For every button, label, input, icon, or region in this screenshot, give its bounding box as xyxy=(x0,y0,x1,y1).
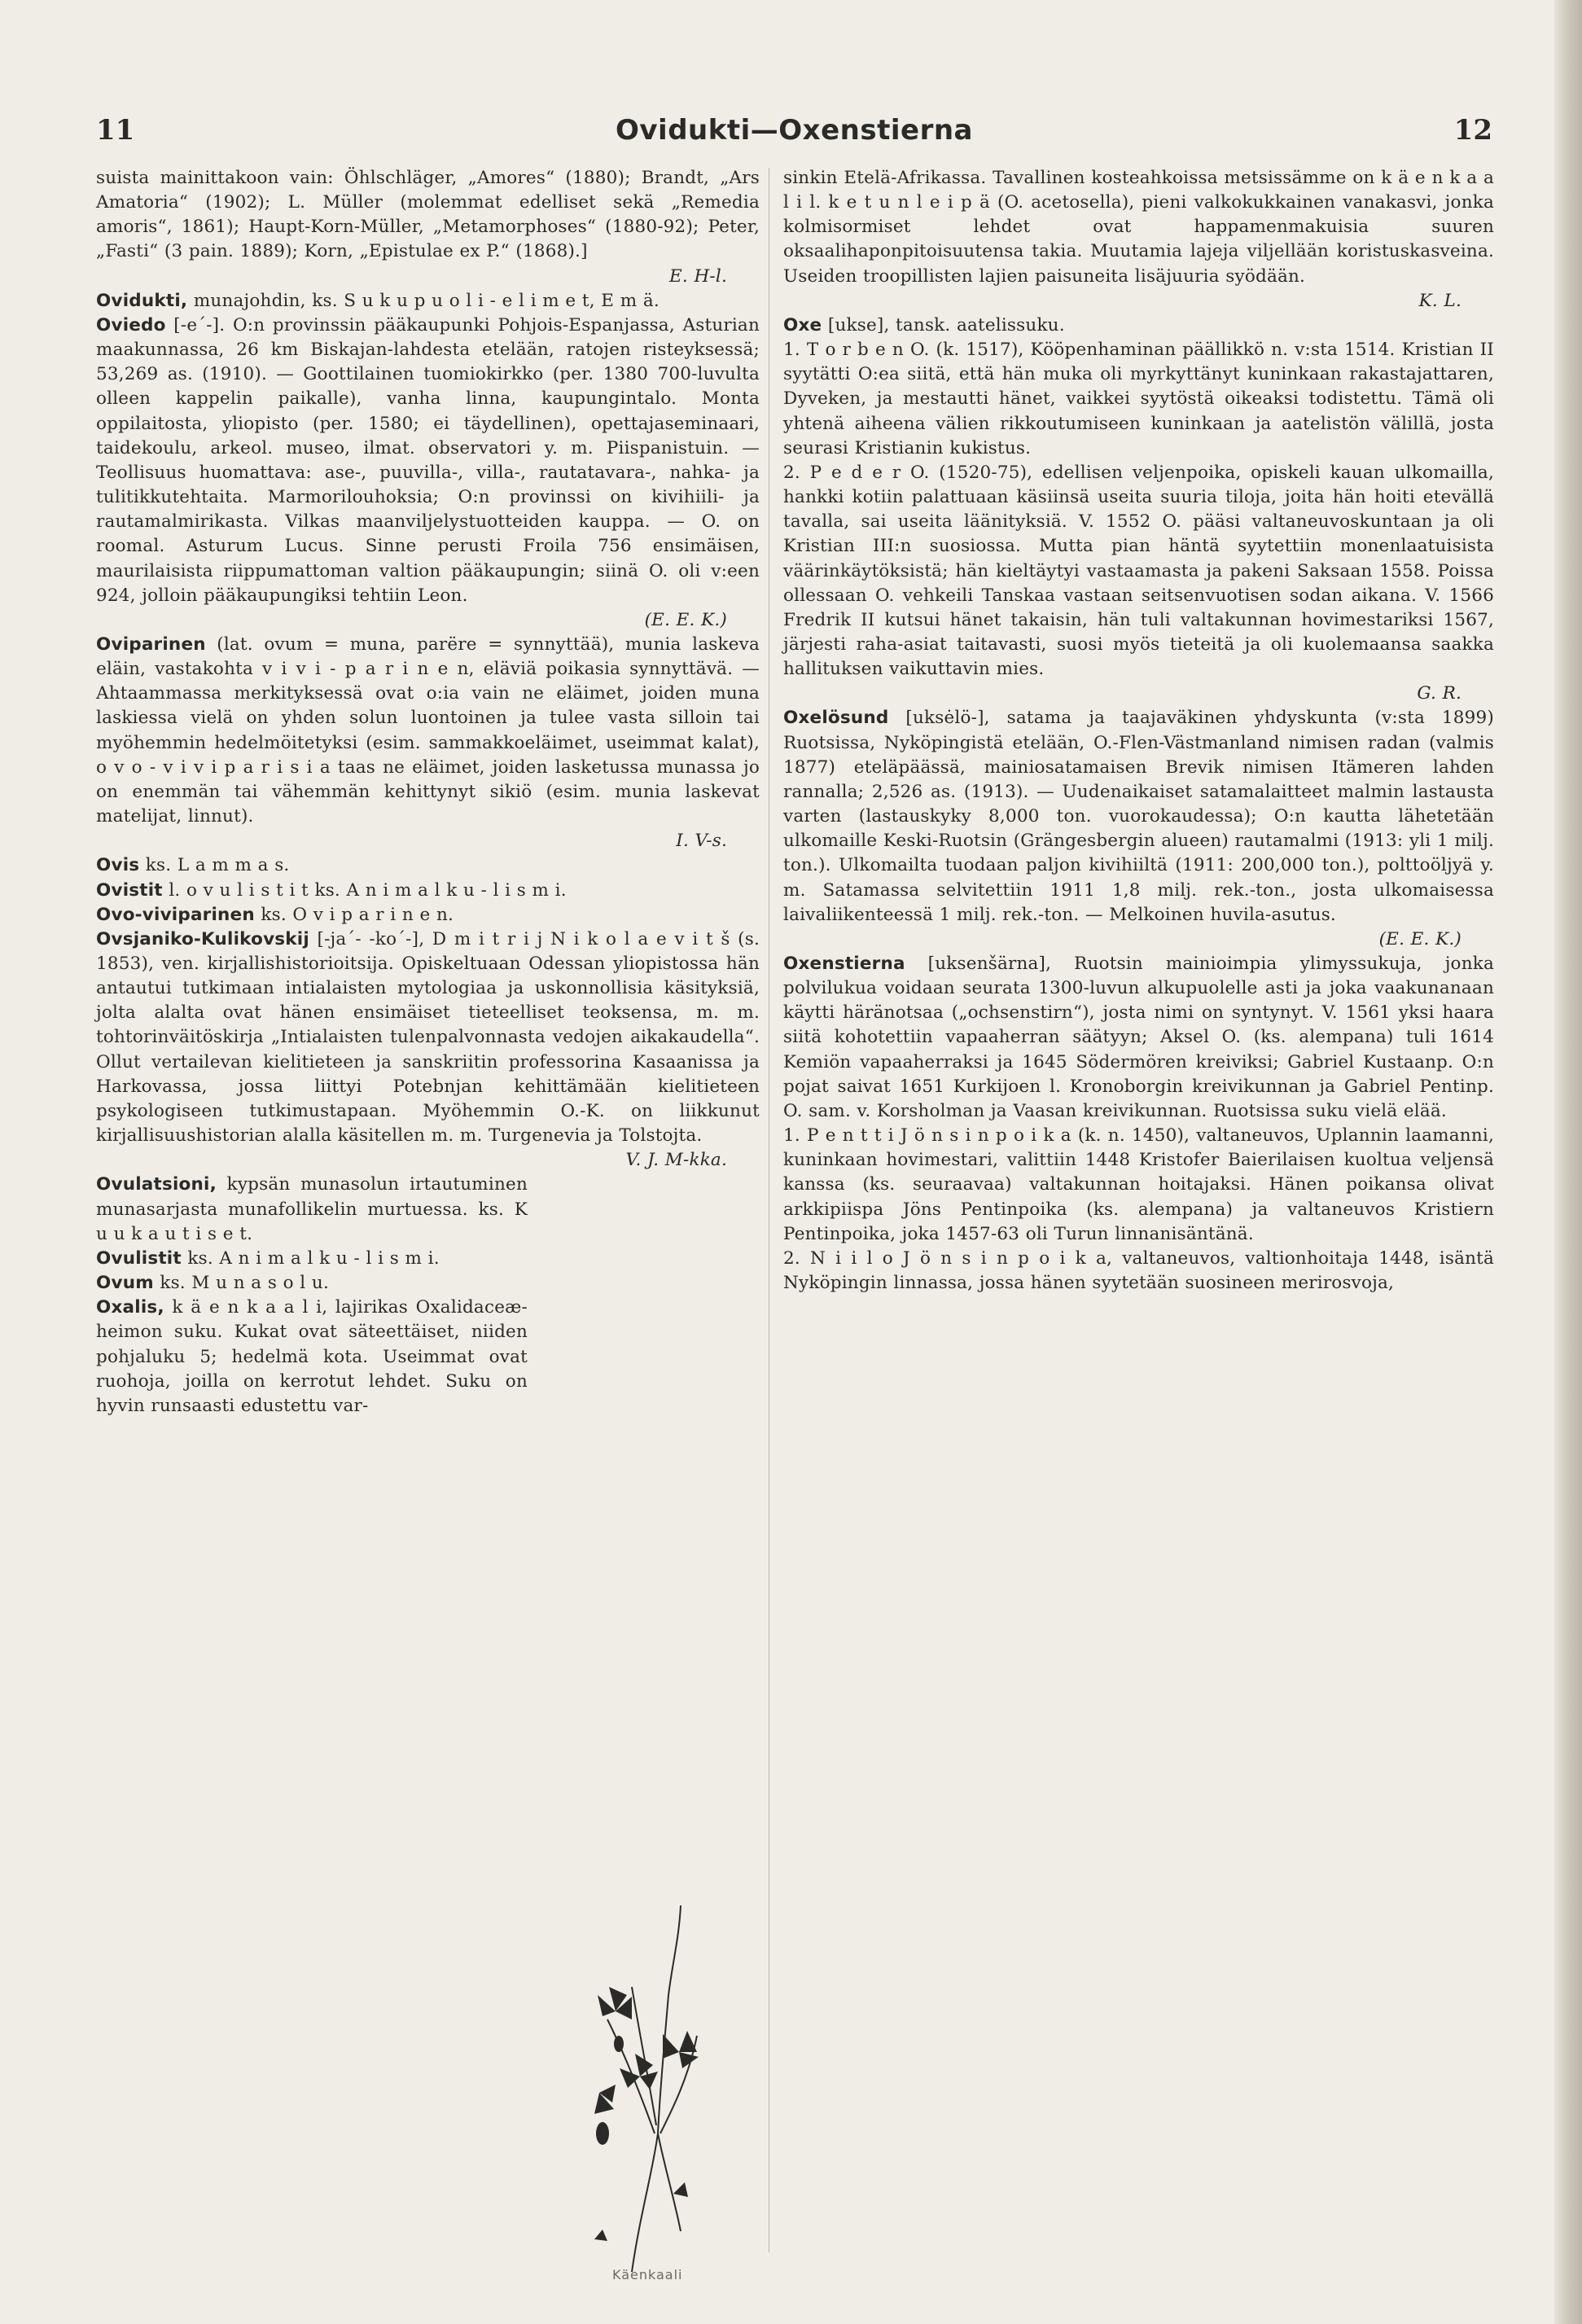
right-entry xyxy=(783,166,1494,314)
author-signature: I. V-s. xyxy=(676,831,727,852)
entry-headword: Oviedo xyxy=(96,314,166,335)
left-entry xyxy=(96,879,760,903)
entry-text: [uksenšärna], Ruotsin mainioimpia ylimyssukuja, jonka polvilukua voidaan seurata 1300-luvun alkupuolelle asti ja joka vaakunanaan käytti häränotsaa („ochsenstirn“), josta nimi on syntynyt. V. 1561 yksi haara siitä kohotettiin vapaaherran säätyyn; Aksel O. (ks. alempana) tuli 1614 Kemiön vapaaherraksi ja 1645 Södermören kreiviksi; Gabriel Kustaanp. O:n pojat saivat 1651 Kurkijoen l. Kronoborgin kreivikunnan ja Gabriel Pentinp. O. sam. v. Korsholman ja Vaasan kreivikunnan. Ruotsissa suku vielä elää. xyxy=(783,954,1494,1121)
left-column xyxy=(96,166,760,1419)
author-signature: E. H-l. xyxy=(669,265,727,287)
entry-text: ks. M u n a s o l u. xyxy=(153,1273,329,1294)
entry-text: munajohdin, ks. S u k u p u o l i - e l i m e t, E m ä. xyxy=(187,290,660,311)
right-entry xyxy=(783,1247,1494,1296)
right-entry xyxy=(783,314,1494,338)
entry-text: sinkin Etelä-Afrikassa. Tavallinen kosteahkoissa metsissämme on k ä e n k a a l i l. k e t u n l e i p ä (O. acetosella), pieni valkokukkainen vanakasvi, jonka kolmisormiset lehdet ovat happamenmakuisia suuren oksaalihaponpitoisuutensa takia. Muutamia lajeja viljellään koristuskasveina. Useiden troopillisten lajien paisuneita lisäjuuria syödään. xyxy=(783,168,1494,287)
running-title: Ovidukti—Oxenstierna xyxy=(615,114,973,147)
left-entry xyxy=(96,633,760,853)
oxalis-plant-icon xyxy=(583,1889,705,2280)
left-entry xyxy=(96,1271,528,1296)
left-entry xyxy=(96,1296,528,1419)
entry-text: kypsän munasolun irtautuminen munasarjasta munafollikelin murtuessa. ks. K u u k a u t i s e t. xyxy=(96,1174,528,1244)
entry-text: ks. A n i m a l k u - l i s m i. xyxy=(181,1248,440,1269)
figure-caption: Käenkaali xyxy=(612,2267,683,2282)
right-entry xyxy=(783,1124,1494,1247)
author-signature: (E. E. K.) xyxy=(644,609,727,630)
author-signature: (E. E. K.) xyxy=(1378,928,1461,949)
right-entry xyxy=(783,338,1494,461)
entry-text: (lat. ovum = muna, parëre = synnyttää), munia laskeva eläin, vastakohta v i v i - p a r i n e n, eläviä poikasia synnyttävä. — Ahtaammassa merkityksessä ovat o:ia vain ne eläimet, joiden muna laskiessa vielä on yhden solun luontoinen ja tulee vasta silloin tai myöhemmin hedelmöitetyksi (esim. sammakkoeläimet, useimmat kalat), o v o - v i v i p a r i s i a taas ne eläimet, joiden lasketussa munassa jo on enemmän tai vähemmän kehittynyt sikiö (esim. munia laskevat matelijat, linnut). xyxy=(96,634,760,827)
entry-text: [uksėlö-], satama ja taajaväkinen yhdyskunta (v:sta 1899) Ruotsissa, Nyköpingistä etelään, O.-Flen-Västmanland nimisen radan (valmis 1877) eteläpäässä, mainiosatamaisen Brevik nimisen Itämeren lahden rannalla; 2,526 as. (1913). — Uudenaikaiset satamalaitteet malmin lastausta varten (lastauskyky 8,000 ton. vuorokaudessa); O:n kautta lähetetään ulkomaille Keski-Ruotsin (Grängesbergin alueen) rautamalmi (1913: yli 1 milj. ton.). Ulkomailta tuodaan paljon kivihiiltä (1911: 200,000 ton.), polttoöljyä y. m. Satamassa selvitettiin 1911 1,8 milj. rek.-ton., josta ulkomaisessa laivaliikenteessä 1 milj. rek.-ton. — Melkoinen huvila-asutus. xyxy=(783,708,1494,925)
entry-headword: Oxelösund xyxy=(783,708,889,729)
page-number-right: 12 xyxy=(1453,114,1492,147)
right-entry xyxy=(783,706,1494,952)
left-entry xyxy=(96,289,760,314)
entry-headword: Oxalis, xyxy=(96,1297,164,1318)
entry-text: [ukse], tansk. aatelissuku. xyxy=(822,314,1065,335)
entry-text: k ä e n k a a l i, lajirikas Oxalidaceæ-heimon suku. Kukat ovat säteettäiset, niiden pohjaluku 5; hedelmä kota. Useimmat ovat ruohoja, joilla on kerrotut lehdet. Suku on hyvin runsaasti edustettu var- xyxy=(96,1297,528,1416)
entry-text: 2. N i i l o J ö n s i n p o i k a, valtaneuvos, valtionhoitaja 1448, isäntä Nyköpingin linnassa, jossa hänen syytetään suosineen merirosvoja, xyxy=(783,1248,1494,1294)
entry-headword: Ovsjaniko-Kulikovskij xyxy=(96,928,309,949)
left-entry xyxy=(96,166,760,289)
entry-headword: Oxe xyxy=(783,314,822,335)
left-entry xyxy=(96,853,760,878)
entry-text: 2. P e d e r O. (1520-75), edellisen veljenpoika, opiskeli kauan ulkomailla, hankki kotiin palattuaan käsiinsä useita suuria tiloja, joita hän hoiti etevällä tavalla, sai useita läänityksiä. V. 1552 O. pääsi valtaneuvoskuntaan ja oli Kristian III:n suosiossa. Mutta pian häntä syytettiin monenlaatuisista väärinkäytöksistä; hän kieltäytyi vastaamasta ja pakeni Saksaan 1558. Poissa ollessaan O. vehkeili Tanskaa vastaan seitsenvuotisen sodan aikana. V. 1566 Fredrik II kutsui hänet takaisin, hän tuli valtakunnan hovimestariksi 1567, järjesti raha-asiat taitavasti, suosi myös tieteitä ja oli kuolemaansa saakka hallituksen vaikuttavin mies. xyxy=(783,462,1494,680)
entry-text: [-ja´- -ko´-], D m i t r i j N i k o l a e v i t š (s. 1853), ven. kirjallishistorioitsija. Opiskeltuaan Odessan yliopistossa hän antautui tutkimaan intialaisten mytologiaa ja uskonnollisia käsityksiä, jolta alalta ovat hänen ensimäiset tieteelliset teoksensa, m. m. tohtorinväitöskirja „Intialaisten tulenpalvonnasta vedojen aikakaudella“. Ollut vertailevan kielitieteen ja sanskriitin professorina Kasaanissa ja Harkovassa, jossa liittyi Potebnjan kehittämään kielitieteen psykologiseen tutkimustapaan. Myöhemmin O.-K. on liikkunut kirjallisuushistorian alalla käsitellen m. m. Turgenevia ja Tolstojta. xyxy=(96,928,760,1147)
right-column xyxy=(783,166,1494,1296)
right-entry xyxy=(783,461,1494,707)
entry-headword: Ovulistit xyxy=(96,1248,182,1269)
author-signature: V. J. M-kka. xyxy=(625,1150,727,1171)
author-signature: K. L. xyxy=(1418,290,1461,311)
entry-text: ks. O v i p a r i n e n. xyxy=(254,904,454,925)
entry-headword: Ovo-viviparinen xyxy=(96,904,255,925)
book-spine-shadow xyxy=(1554,0,1582,2324)
entry-headword: Oviparinen xyxy=(96,634,206,655)
entry-text: l. o v u l i s t i t ks. A n i m a l k u - l i s m i. xyxy=(162,879,567,901)
right-entry xyxy=(783,952,1494,1124)
entry-headword: Ovis xyxy=(96,855,140,876)
left-entry xyxy=(96,1247,528,1271)
entry-text: [-e´-]. O:n provinssin pääkaupunki Pohjois-Espanjassa, Asturian maakunnassa, 26 km Biskajan-lahdesta etelään, ratojen risteyksessä; 53,269 as. (1910). — Goottilainen tuomiokirkko (per. 1380 700-luvulta olleen kappelin paikalle), vanha linna, kaupungintalo. Monta oppilaitosta, yliopisto (per. 1580; ei täydellinen), opettajaseminaari, taidekoulu, arkeol. museo, ilmat. observatori y. m. Piispanistuin. — Teollisuus huomattava: ase-, puuvilla-, villa-, rautatavara-, nahka- ja tulitikkutehtaita. Marmorilouhoksia; O:n provinssi on kivihiili- ja rautamalmirikasta. Vilkas maanviljelystuotteiden kauppa. — O. on roomal. Asturum Lucus. Sinne perusti Froila 756 ensimäisen, maurilaisista riippumattoman valtion pääkaupungin; siinä O. oli v:een 924, jolloin pääkaupungiksi tehtiin Leon. xyxy=(96,314,760,606)
page-number-left: 11 xyxy=(96,114,135,147)
entry-text: ks. L a m m a s. xyxy=(139,855,290,876)
page-header xyxy=(96,114,1492,153)
entry-text: 1. T o r b e n O. (k. 1517), Kööpenhaminan päällikkö n. v:sta 1514. Kristian II syytätti O:ea siitä, että hän muka oli myrkyttänyt kuninkaan rakastajattaren, Dyveken, ja mestautti hänet, vaikkei syytöstä oikeaksi todistettu. Tämä oli yhtenä aiheena välien rikkoutumiseen kuninkaan ja aatelistön välillä, josta seurasi Kristianin kukistus. xyxy=(783,340,1494,458)
left-entry xyxy=(96,927,760,1173)
entry-headword: Oxenstierna xyxy=(783,954,905,974)
entry-headword: Ovum xyxy=(96,1273,154,1294)
left-entry xyxy=(96,314,760,633)
author-signature: G. R. xyxy=(1417,683,1461,704)
entry-text: suista mainittakoon vain: Öhlschläger, „Amores“ (1880); Brandt, „Ars Amatoria“ (1902); L. Müller (molemmat edelliset sekä „Remedia amoris“, 1861); Haupt-Korn-Müller, „Metamorphoses“ (1880-92); Peter, „Fasti“ (3 pain. 1889); Korn, „Epistulae ex P.“ (1868).] xyxy=(96,168,760,262)
entry-headword: Ovulatsioni, xyxy=(96,1174,217,1195)
entry-headword: Ovistit xyxy=(96,879,163,901)
entry-text: 1. P e n t t i J ö n s i n p o i k a (k. n. 1450), valtaneuvos, Uplannin laamanni, kuninkaan hovimestari, valittiin 1448 Kristofer Baierilaisen kuoltua veljensä kanssa (ks. seuraavaa) valtakunnan hoitajaksi. Hänen poikansa olivat arkkipiispa Jöns Pentinpoika (ks. alempana) ja valtaneuvos Kristiern Pentinpoika, joka 1457-63 oli Turun linnanisäntänä. xyxy=(783,1125,1494,1244)
left-entry xyxy=(96,1173,528,1246)
entry-headword: Ovidukti, xyxy=(96,290,188,311)
left-entry xyxy=(96,903,760,927)
